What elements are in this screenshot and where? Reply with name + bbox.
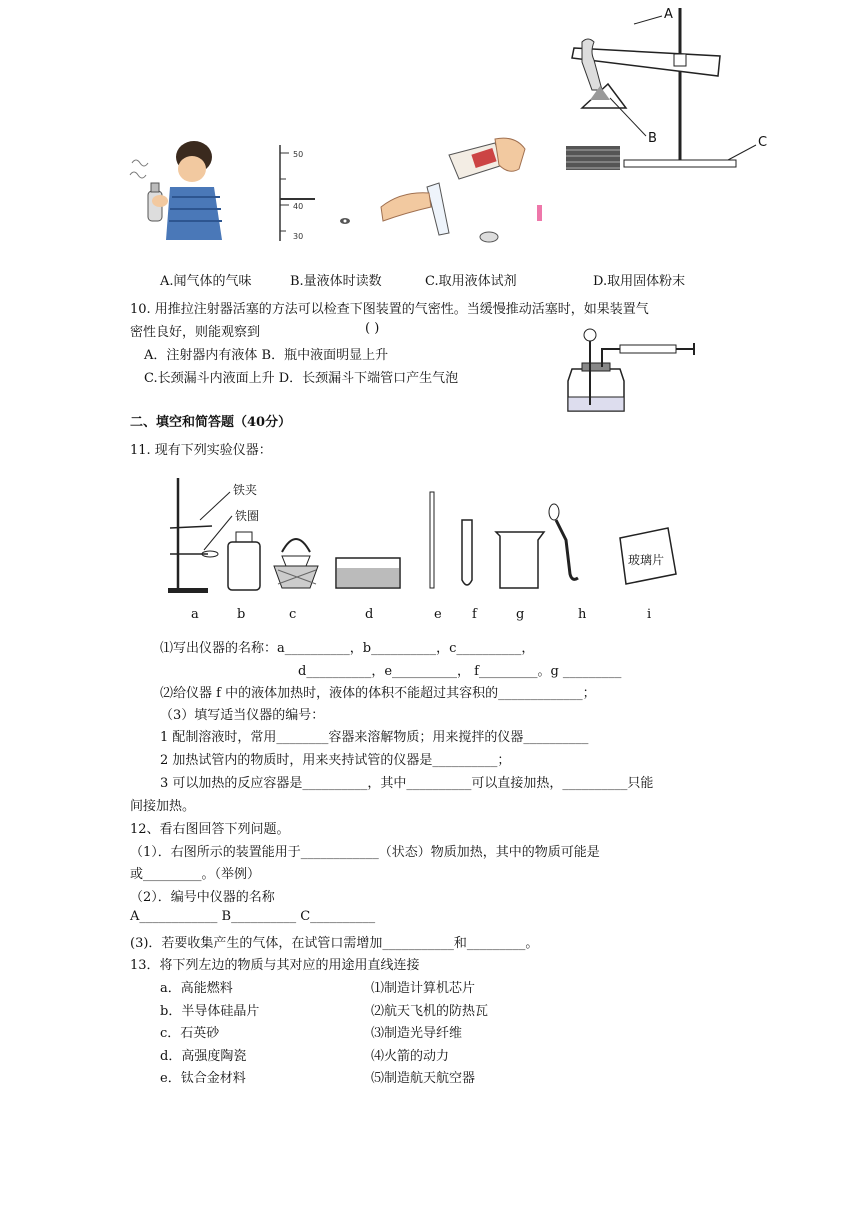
q13-right-5: ⑸制造航天航空器	[371, 1071, 476, 1086]
q13-left-b: b．半导体硅晶片	[160, 1004, 260, 1019]
q12-apparatus-picture	[560, 0, 780, 178]
section2-title: 二、填空和简答题（40分）	[130, 415, 292, 430]
q13-stem: 13．将下列左边的物质与其对应的用途用直线连接	[130, 958, 420, 973]
apparatus-label-A: A	[664, 7, 673, 22]
instrument-b-wide-mouth-bottle	[228, 532, 260, 590]
q13-left-c: c．石英砂	[160, 1026, 220, 1041]
q10-option-line1: A．注射器内有液体 B．瓶中液面明显上升	[144, 348, 389, 363]
q13-left-d: d．高强度陶瓷	[160, 1049, 247, 1064]
q11-part1-line1: ⑴写出仪器的名称：a__________，b__________，c__________，	[160, 641, 535, 656]
instrument-e-glass-rod	[430, 492, 434, 588]
q11-part3-item1: 1 配制溶液时，常用________容器来溶解物质；用来搅拌的仪器__________	[160, 730, 589, 745]
q12-part2-answers: A____________ B__________ C__________	[130, 909, 376, 924]
cylinder-tick-30: 30	[293, 232, 304, 241]
q13-left-e: e．钛合金材料	[160, 1071, 246, 1086]
q11-letter-a: a	[191, 607, 199, 622]
q11-letter-h: h	[578, 607, 587, 622]
q10-stem-line2: 密性良好，则能观察到	[130, 325, 261, 340]
q11-part3-item2: 2 加热试管内的物质时，用来夹持试管的仪器是__________；	[160, 753, 511, 768]
q11-part3-item3: 3 可以加热的反应容器是__________，其中__________可以直接加热，__________只能	[160, 776, 654, 791]
apparatus-label-B: B	[648, 131, 657, 146]
q13-right-4: ⑷火箭的动力	[371, 1049, 450, 1064]
instrument-d-water-trough	[336, 558, 400, 588]
q11-part1-line2: d__________，e__________， f_________。g _________	[298, 664, 622, 679]
cylinder-tick-40: 40	[293, 202, 304, 211]
q11-part2: ⑵给仪器 f 中的液体加热时，液体的体积不能超过其容积的_____________；	[160, 686, 596, 701]
q11-stem: 11. 现有下列实验仪器：	[130, 443, 272, 458]
q11-letter-f: f	[472, 607, 477, 622]
q9-option-b: B.量液体时读数	[290, 274, 382, 289]
apparatus-label-C: C	[758, 135, 768, 150]
q12-part1-line1: （1）．右图所示的装置能用于____________（状态）物质加热，其中的物质可能是	[130, 845, 600, 860]
q10-answer-paren: ( )	[365, 321, 380, 336]
q9-picture-pour-liquid	[377, 135, 542, 245]
q9-option-a: A.闻气体的气味	[160, 274, 252, 289]
q11-part3: （3）填写适当仪器的编号：	[160, 708, 325, 723]
q12-part1-line2: 或_________。（举例）	[130, 867, 261, 882]
q13-left-a: a．高能燃料	[160, 981, 233, 996]
instrument-h-dropper	[549, 504, 578, 579]
q9-picture-smell	[122, 135, 242, 245]
label-iron-clamp: 铁夹	[233, 483, 258, 497]
label-iron-ring: 铁圈	[235, 509, 260, 523]
q12-part2: （2）．编号中仪器的名称	[130, 890, 275, 905]
q11-letter-i: i	[647, 607, 652, 622]
instrument-c-evaporating-setup	[274, 539, 318, 588]
q11-letter-d: d	[365, 607, 374, 622]
q11-letter-e: e	[434, 607, 442, 622]
cylinder-tick-50: 50	[293, 150, 304, 159]
q12-stem: 12、看右图回答下列问题。	[130, 822, 290, 837]
q9-option-d: D.取用固体粉末	[593, 274, 686, 289]
q11-instruments-picture	[160, 470, 700, 600]
q11-letter-c: c	[289, 607, 297, 622]
q13-right-3: ⑶制造光导纤维	[371, 1026, 463, 1041]
instrument-f-test-tube	[462, 520, 472, 585]
q9-picture-cylinder	[275, 143, 365, 243]
q11-part3-item3-cont: 间接加热。	[130, 799, 196, 814]
q13-right-2: ⑵航天飞机的防热瓦	[371, 1004, 489, 1019]
instrument-g-beaker	[496, 532, 544, 588]
q11-letter-g: g	[516, 607, 525, 622]
q12-part3: (3)．若要收集产生的气体，在试管口需增加___________和_________。	[130, 936, 539, 951]
q10-option-line2: C.长颈漏斗内液面上升 D．长颈漏斗下端管口产生气泡	[144, 371, 459, 386]
q10-syringe-bottle-picture	[560, 325, 700, 415]
q13-right-1: ⑴制造计算机芯片	[371, 981, 476, 996]
q9-option-c: C.取用液体试剂	[425, 274, 517, 289]
glass-slide-label: 玻璃片	[628, 553, 665, 567]
instrument-i-glass-slide	[620, 528, 676, 584]
q11-letter-b: b	[237, 607, 246, 622]
q10-stem-line1: 10. 用推拉注射器活塞的方法可以检查下图装置的气密性。当缓慢推动活塞时，如果装置气	[130, 302, 649, 317]
